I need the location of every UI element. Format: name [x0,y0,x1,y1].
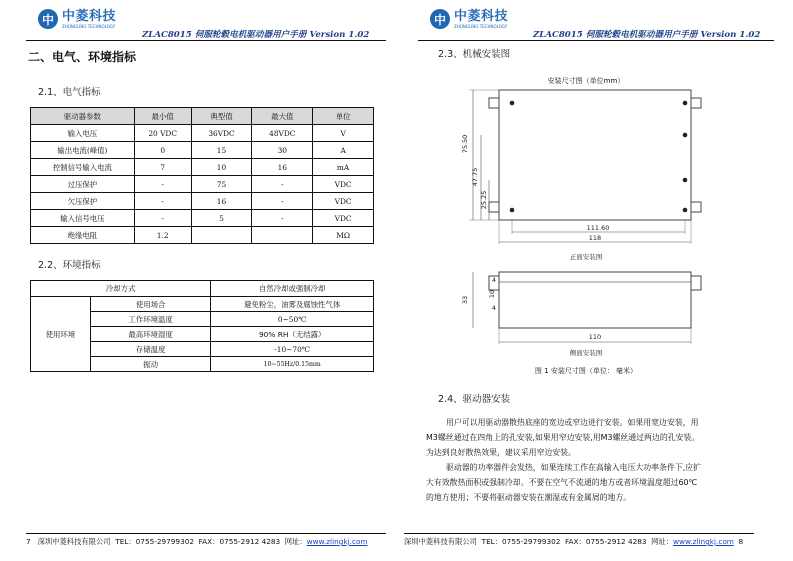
table-cell: 过压保护 [31,176,135,193]
front-right-flange-top [691,98,701,108]
table-cell: 输入信号电压 [31,210,135,227]
table-cell: 10~55Hz/0.15mm [211,357,374,372]
table-cell: A [313,142,374,159]
footer-url-link[interactable]: www.zlingkj.com [306,537,368,546]
table-cell: VDC [313,176,374,193]
column-header: 典型值 [191,108,252,125]
mounting-hole-icon [510,101,515,106]
electrical-heading: 2.1、电气指标 [38,87,101,98]
page-number: 7 [26,537,31,546]
table-cell: - [134,193,191,210]
side-right-flange [691,276,701,290]
table-cell: 30 [252,142,313,159]
table-cell: VDC [313,210,374,227]
install-paragraph-2-cont [426,475,697,505]
table-cell: 16 [191,193,252,210]
table-cell: 振动 [90,357,211,372]
install-line: 用户可以用驱动器散热底座的宽边或窄边进行安装。如果用宽边安装，用 [446,418,699,427]
logo-mark-icon: 中 [38,9,58,29]
side-view-label: 侧面安装图 [569,349,603,357]
install-line: 驱动器的功率器件会发热，如果连续工作在高输入电压大功率条件下,应扩 [446,463,702,472]
dim-10: 10 [488,289,496,299]
table-cell: 7 [134,159,191,176]
table-cell: 自然冷却或强制冷却 [211,281,374,297]
dim-118: 118 [588,234,602,242]
drawing-title: 安装尺寸图（单位mm） [547,77,625,85]
dim-111-60: 111.60 [586,224,610,232]
table-cell: 使用环境 [31,297,91,372]
table-row [31,281,374,297]
table-cell: 5 [191,210,252,227]
table-row [31,297,374,312]
environment-heading: 2.2、环境指标 [38,260,101,271]
mechanical-drawing [455,72,717,377]
table-row [31,125,374,142]
table-cell: - [252,193,313,210]
company-logo-right [430,9,508,29]
install-line: 的地方使用；不要将驱动器安装在潮湿或有金属屑的地方。 [426,493,632,502]
footer-web-label: 网址： [284,537,307,546]
dim-47-75: 47.75 [471,167,479,187]
table-row [31,176,374,193]
table-cell: - [252,176,313,193]
right-header-rule [418,40,774,41]
page-number: 8 [738,537,744,546]
install-line: M3螺丝通过在四角上的孔安装,如果用窄边安装,用M3螺丝通过两边的孔安装。 [426,433,700,442]
table-row [31,210,374,227]
dim-110: 110 [588,333,602,341]
table-row [31,227,374,244]
install-line: 为达到良好散热效果，建议采用窄边安装。 [426,448,576,457]
table-cell: 使用场合 [90,297,211,312]
footer-fax: FAX：0755-2912 4283 [198,537,281,546]
table-cell: 48VDC [252,125,313,142]
table-cell: 90% RH（无结露） [211,327,374,342]
left-footer [26,537,368,547]
logo-subtext: ZHONGLING TECHNOLOGY [62,23,116,29]
left-footer-rule [26,533,386,534]
left-header-title: ZLAC8015 伺服轮毂电机驱动器用户手册 Version 1.02 [142,30,370,40]
right-header-title: ZLAC8015 伺服轮毂电机驱动器用户手册 Version 1.02 [533,30,761,40]
right-footer-rule [404,533,754,534]
table-cell: 0 [134,142,191,159]
table-cell: 输入电压 [31,125,135,142]
table-cell: - [252,210,313,227]
column-header: 单位 [313,108,374,125]
table-cell: VDC [313,193,374,210]
install-line: 大有效散热面积或强制冷却。不要在空气不流通的地方或者环境温度超过60℃ [426,478,698,487]
logo-text: 中菱科技 [454,8,509,24]
table-cell: mA [313,159,374,176]
table-cell: 避免粉尘，油雾及腐蚀性气体 [211,297,374,312]
dim-75-50: 75.50 [461,134,469,154]
footer-url-link[interactable]: www.zlingkj.com [673,537,734,546]
table-cell: V [313,125,374,142]
table-cell [191,227,252,244]
column-header: 最大值 [252,108,313,125]
left-header-rule [26,40,386,41]
footer-tel: TEL：0755-29799302 [481,537,561,546]
logo-mark-icon: 中 [430,9,450,29]
figure-caption: 图 1 安装尺寸图（单位： 毫米） [534,367,638,375]
dim-4-top: 4 [491,276,497,284]
dim-33: 33 [461,295,469,305]
electrical-table [30,107,374,244]
mounting-hole-icon [683,133,688,138]
install-paragraph [446,415,699,430]
table-row [31,159,374,176]
column-header: 最小值 [134,108,191,125]
table-cell: 16 [252,159,313,176]
footer-web-label: 网址： [651,537,674,546]
mounting-hole-icon [683,208,688,213]
front-left-flange-top [489,98,499,108]
table-cell: - [134,176,191,193]
table-cell: 36VDC [191,125,252,142]
table-cell: 工作环境温度 [90,312,211,327]
table-cell: 欠压保护 [31,193,135,210]
section-title: 二、电气、环境指标 [28,50,137,64]
logo-subtext: ZHONGLING TECHNOLOGY [454,23,508,29]
mounting-hole-icon [510,208,515,213]
front-view-body [499,90,691,220]
table-cell: 控制信号输入电流 [31,159,135,176]
table-cell: -10~70℃ [211,342,374,357]
environment-table [30,280,374,372]
install-heading: 2.4、驱动器安装 [438,394,511,405]
footer-tel: TEL：0755-29799302 [115,537,195,546]
dim-25-25: 25.25 [480,190,488,210]
right-footer [404,537,743,547]
footer-company: 深圳中菱科技有限公司 [404,537,477,546]
dim-4-bottom: 4 [491,304,497,312]
front-left-flange-bottom [489,202,499,212]
table-cell: 0~50℃ [211,312,374,327]
table-cell: 1.2 [134,227,191,244]
table-cell: 冷却方式 [31,281,211,297]
side-view-body [499,272,691,328]
company-logo [38,9,116,29]
table-cell: 15 [191,142,252,159]
table-header-row [31,108,374,125]
table-cell: 最高环境湿度 [90,327,211,342]
table-row [31,193,374,210]
table-cell: 存储温度 [90,342,211,357]
footer-company: 深圳中菱科技有限公司 [37,537,111,546]
footer-fax: FAX：0755-2912 4283 [565,537,647,546]
mounting-hole-icon [683,178,688,183]
table-cell: 20 VDC [134,125,191,142]
install-paragraph-cont [426,430,699,460]
table-row [31,142,374,159]
mech-heading: 2.3、机械安装图 [438,49,511,60]
column-header: 驱动器参数 [31,108,135,125]
table-cell: MΩ [313,227,374,244]
table-cell: 75 [191,176,252,193]
front-view-label: 正面安装图 [569,253,603,261]
table-cell [252,227,313,244]
logo-text: 中菱科技 [62,8,117,24]
table-cell: 绝缘电阻 [31,227,135,244]
table-cell: - [134,210,191,227]
table-cell: 10 [191,159,252,176]
table-cell: 输出电流(峰值) [31,142,135,159]
front-right-flange-bottom [691,202,701,212]
install-paragraph-2 [446,460,701,475]
mounting-hole-icon [683,101,688,106]
